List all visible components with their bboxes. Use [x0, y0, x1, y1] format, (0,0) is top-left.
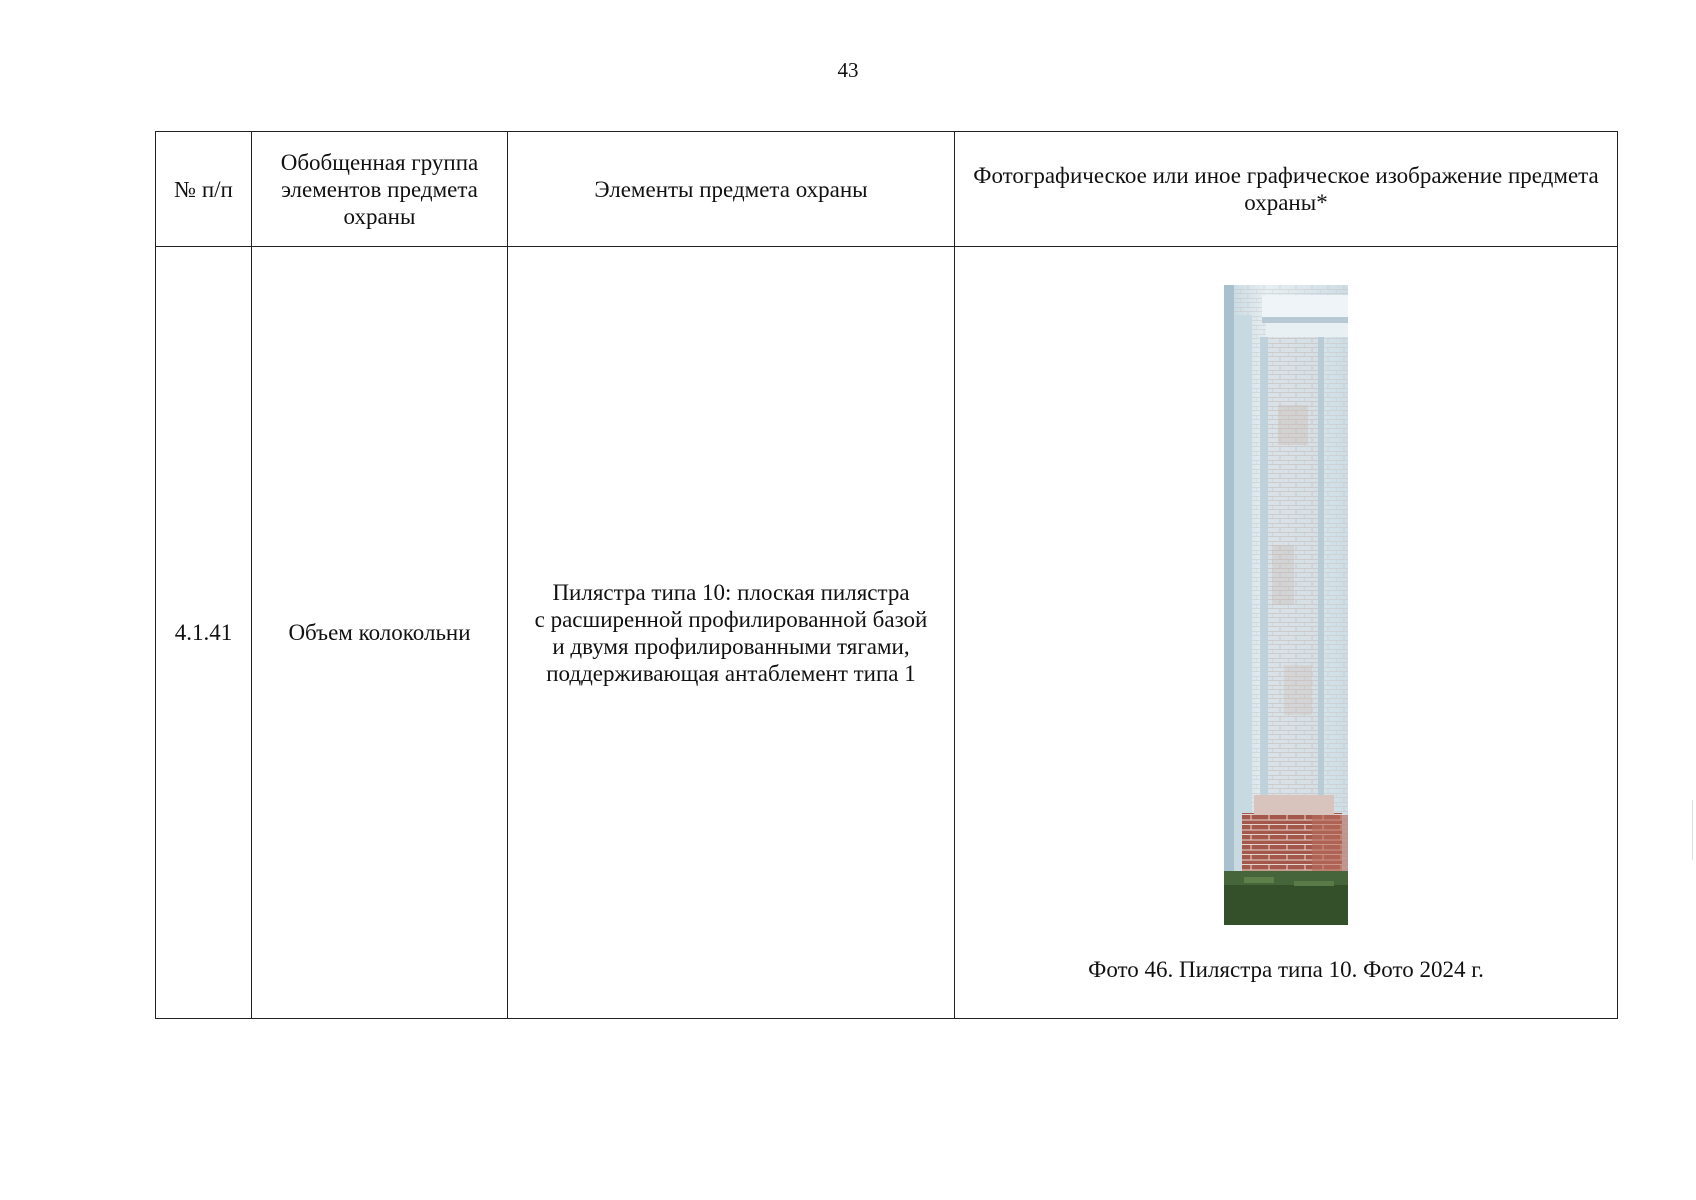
photo-caption: Фото 46. Пилястра типа 10. Фото 2024 г. [1088, 957, 1484, 982]
header-group: Обобщенная группа элементов предмета охраны [252, 132, 508, 247]
row-elements [508, 247, 955, 1019]
elements-line: и двумя профилированными тягами, [552, 633, 910, 659]
row-image [955, 247, 1618, 1019]
elements-line: поддерживающая антаблемент типа 1 [546, 660, 916, 686]
table-row [156, 247, 1618, 1019]
elements-line: Пилястра типа 10: плоская пилястра [552, 579, 910, 605]
page-number: 43 [837, 58, 859, 82]
table-header-row [156, 132, 1618, 247]
header-elements: Элементы предмета охраны [508, 132, 955, 247]
protection-elements-table [155, 131, 1618, 1019]
scan-artifact [1692, 800, 1693, 860]
header-number: № п/п [156, 132, 252, 247]
row-group: Объем колокольни [252, 247, 508, 1019]
pilaster-photo-image [1224, 285, 1348, 925]
row-number: 4.1.41 [156, 247, 252, 1019]
elements-line: с расширенной профилированной базой [534, 606, 928, 632]
pilaster-photo [1224, 285, 1348, 925]
header-image: Фотографическое или иное графическое изображение предмета охраны* [955, 132, 1618, 247]
